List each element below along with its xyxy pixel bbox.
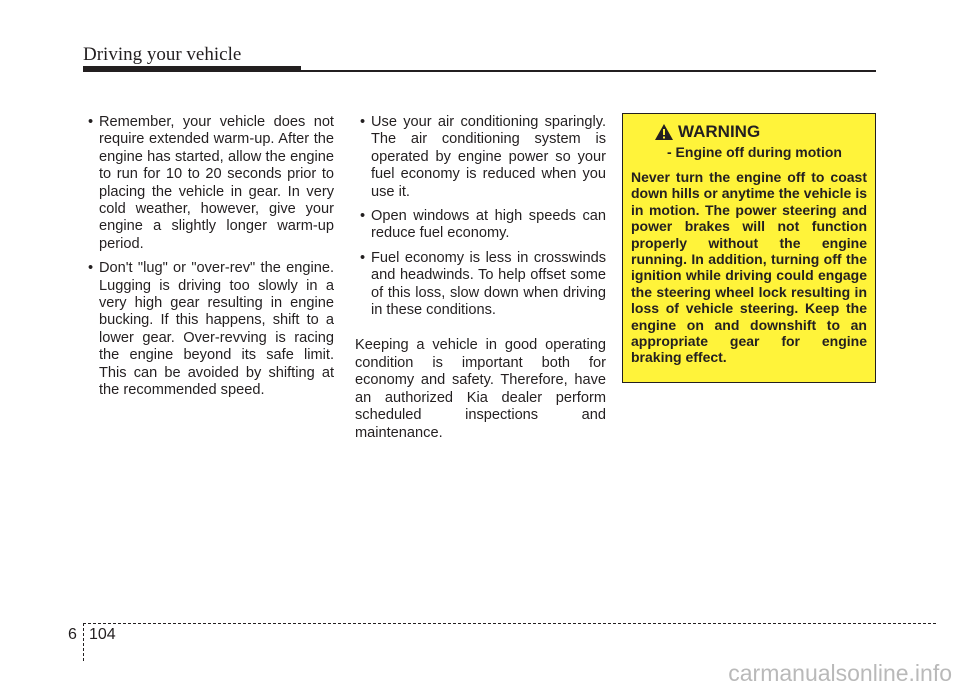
list-item: • Don't "lug" or "over-rev" the engine. Lugging is driving too slowly in a very high gear resulting in engine bucking. If this happens, shift to a lower gear. Over-revving is racing the engine beyond its safe limit. This can be avoided by shifting at the recommended speed. [83, 260, 334, 399]
list-item: • Fuel economy is less in crosswinds and headwinds. To help offset some of this loss, slow down when driving in these conditions. [355, 250, 606, 320]
left-column [83, 114, 334, 407]
page-number: 104 [89, 626, 116, 643]
footer-rule [83, 623, 936, 624]
list-item: • Use your air conditioning sparingly. The air conditioning system is operated by engine power so your fuel economy is reduced when you use it. [355, 114, 606, 201]
warning-box [622, 113, 876, 383]
header-rule-thin [83, 70, 876, 72]
left-bullet-list [83, 114, 334, 400]
warning-title: WARNING [678, 122, 761, 141]
warning-header [654, 122, 867, 142]
list-item: • Open windows at high speeds can reduce fuel economy. [355, 208, 606, 243]
warning-subtitle: - Engine off during motion [667, 144, 842, 160]
chapter-number: 6 [68, 626, 77, 643]
warning-body: Never turn the engine off to coast down hills or anytime the vehicle is in motion. The power steering and power brakes will not function properly without the engine running. In addition, turning off the ignition while driving could engage the steering wheel lock resulting in loss of vehicle steering. Keep the engine on and downshift to an appropriate gear for engine braking effect. [631, 169, 867, 366]
maintenance-paragraph: Keeping a vehicle in good operating condition is important both for economy and safety. Therefore, have an authorized Kia dealer perform scheduled inspections and maintenance. [355, 337, 606, 441]
page-header-title: Driving your vehicle [83, 44, 242, 65]
middle-bullet-list [355, 114, 606, 319]
watermark: carmanualsonline.info [728, 660, 952, 686]
middle-column [355, 114, 606, 442]
list-item: • Remember, your vehicle does not require extended warm-up. After the engine has started, allow the engine to run for 10 to 20 seconds prior to placing the vehicle in gear. In very cold weather, however, give your engine a slightly longer warm-up period. [83, 114, 334, 253]
footer-divider [83, 623, 84, 661]
warning-triangle-icon [654, 123, 674, 141]
